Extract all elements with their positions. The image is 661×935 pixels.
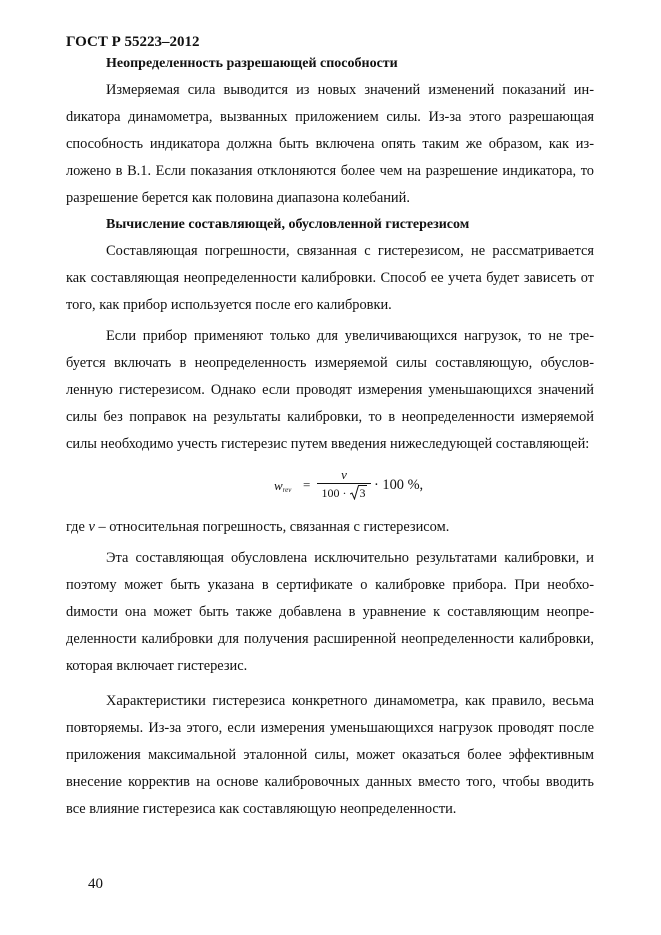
heading-hysteresis-component: Вычисление составляющей, обусловленной гистерезисом <box>106 217 470 232</box>
page-number: 40 <box>88 876 103 892</box>
paragraph-hysteresis-2: Если прибор применяют только для увеличивающихся нагрузок, то не требуется включать в неопределенность измеряемой силы составляющую, обусловленную гистерезисом. Однако если проводят измерения уменьшающихся значений силы без поправок на результаты калибровки, то в неопределенности измеряемой силы необходимо учесть гистерезис путем введения нижеследующей составляющей: <box>66 328 594 452</box>
formula-explanation: где v – относительная погрешность, связанная с гистерезисом. <box>66 519 450 535</box>
square-root <box>350 484 367 502</box>
heading-resolution-uncertainty: Неопределенность разрешающей способности <box>106 56 398 71</box>
formula-symbol: v <box>88 519 95 535</box>
formula-lhs: $w_{rev}$ <box>274 478 292 494</box>
paragraph-calibration-certificate: Эта составляющая обусловлена исключительно результатами калибровки, и поэтому может быть указана в сертификате о калибровке прибора. При необхоdимости она может быть также добавлена в уравнение к составляющим неопределенности калибровки для получения расширенной неопределенности калибровки, которая включает гистерезис. <box>66 550 594 674</box>
document-page <box>66 32 594 823</box>
standard-header: ГОСТ Р 55223–2012 <box>66 34 200 50</box>
radical-sign-icon <box>350 485 359 500</box>
paragraph-hysteresis-characteristics: Характеристики гистерезиса конкретного динамометра, как правило, весьма повторяемы. Из-за этого, если измерения уменьшающихся нагрузок проводят после приложения максимальной эталонной силы, может оказаться более эффективным внесение корректив на основе калибровочных данных вместо того, чтобы вводить все влияние гистерезиса как составляющую неопределенности. <box>66 693 594 817</box>
formula-lhs-subscript: rev <box>282 486 292 494</box>
paragraph-hysteresis-1: Составляющая погрешности, связанная с гистерезисом, не рассматривается как составляющая неопределенности калибровки. Способ ее учета будет зависеть от того, как прибор используется после его калибровки. <box>66 243 594 313</box>
hysteresis-formula <box>66 460 594 514</box>
formula-equals: = <box>303 477 311 492</box>
formula-fraction <box>316 466 372 502</box>
formula-radicand: 3 <box>359 486 366 500</box>
formula-rhs: · 100 %, <box>374 477 424 493</box>
formula-numerator: v <box>341 467 347 482</box>
paragraph-resolution: Измеряемая сила выводится из новых значений изменений показаний инdикатора динамометра, вызванных приложением силы. Из-за этого разрешающая способность индикатора должна быть включена опять таким же образом, как изложено в В.1. Если показания отклоняются более чем на разрешение индикатора, то разрешение берется как половина диапазона колебаний. <box>66 82 594 206</box>
formula-denominator: 100 · 3 <box>321 486 366 500</box>
